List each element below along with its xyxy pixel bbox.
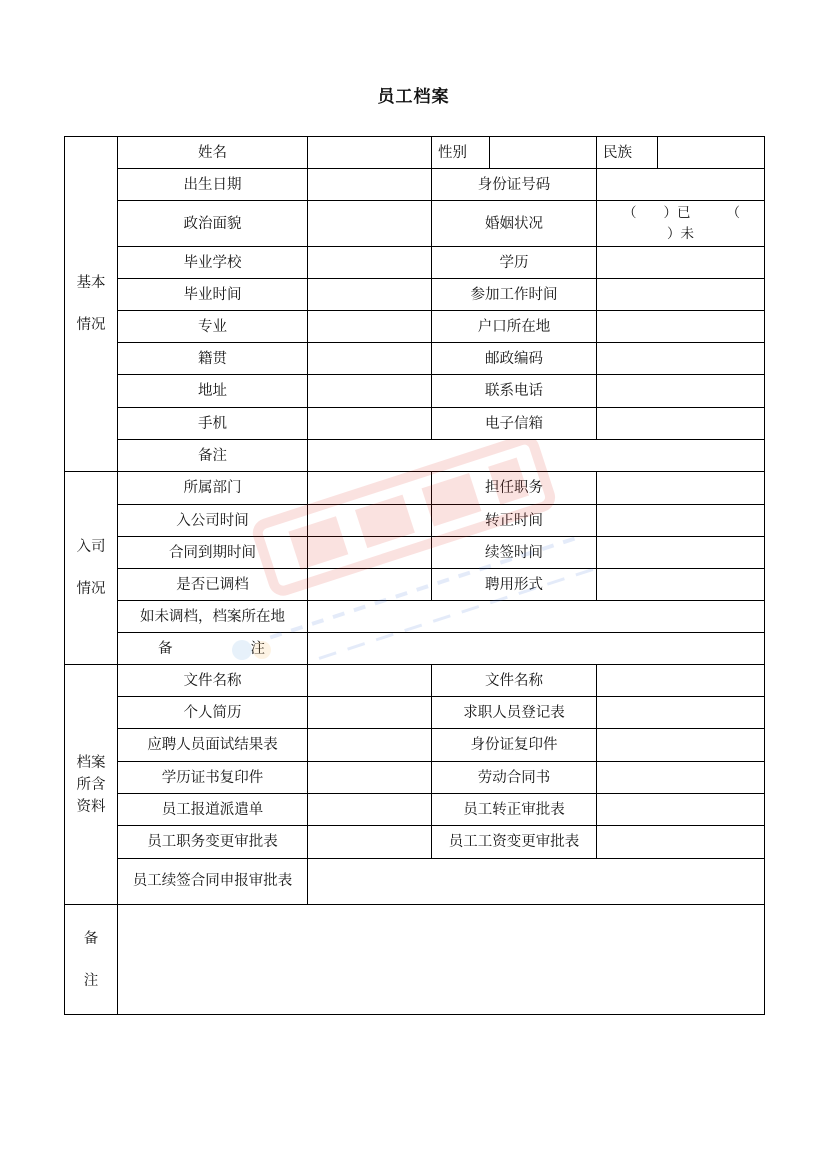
field-doc-right-header [597,665,765,697]
group-label: 资料 [76,798,106,815]
label-email: 电子信箱 [432,408,597,440]
field-remarks[interactable] [118,905,765,1015]
field-birth-date[interactable] [308,169,432,201]
field-doc-left-header [308,665,432,697]
label-address: 地址 [118,375,308,408]
label-hukou: 户口所在地 [432,311,597,343]
field-doc-regularization[interactable] [597,794,765,826]
doc-report-dispatch: 员工报道派遣单 [118,794,308,826]
label-archive-location: 如未调档，档案所在地 [118,601,308,633]
field-hukou[interactable] [597,311,765,343]
label-id-number: 身份证号码 [432,169,597,201]
field-education[interactable] [597,247,765,279]
field-doc-salary-change[interactable] [597,826,765,859]
label-native: 籍贯 [118,343,308,375]
field-contract-end[interactable] [308,537,432,569]
marital-option-unmarried[interactable]: ）未 [667,225,694,242]
field-doc-job-change[interactable] [308,826,432,859]
label-contract-end: 合同到期时间 [118,537,308,569]
marital-option-married[interactable]: （ ）已 [623,204,691,221]
marital-option-bracket: （ [726,204,740,221]
label-regular-time: 转正时间 [432,505,597,537]
field-email[interactable] [597,408,765,440]
group-archive-docs [65,665,118,905]
field-join-time[interactable] [308,505,432,537]
field-school[interactable] [308,247,432,279]
field-gender[interactable] [490,137,597,169]
doc-id-copy: 身份证复印件 [432,729,597,762]
group-remarks [65,905,118,1015]
field-doc-report-dispatch[interactable] [308,794,432,826]
field-work-start[interactable] [597,279,765,311]
field-marital[interactable] [597,201,765,247]
field-doc-diploma-copy[interactable] [308,762,432,794]
field-regular-time[interactable] [597,505,765,537]
field-renew-time[interactable] [597,537,765,569]
label-mobile: 手机 [118,408,308,440]
remark-char: 备 [158,640,173,657]
label-education: 学历 [432,247,597,279]
group-basic-info [65,137,118,472]
label-name: 姓名 [118,137,308,169]
label-postcode: 邮政编码 [432,343,597,375]
label-marital: 婚姻状况 [432,201,597,247]
group-join-info [65,472,118,665]
group-label: 档案 [76,754,106,771]
remark-char: 注 [250,640,265,657]
group-label: 情况 [76,317,106,333]
field-department[interactable] [308,472,432,505]
field-political[interactable] [308,201,432,247]
label-employ-type: 聘用形式 [432,569,597,601]
header-doc-name-right: 文件名称 [432,665,597,697]
label-join-time: 入公司时间 [118,505,308,537]
doc-job-change: 员工职务变更审批表 [118,826,308,859]
field-doc-contract-renew[interactable] [308,859,765,905]
field-join-remark[interactable] [308,633,765,665]
field-major[interactable] [308,311,432,343]
doc-contract-renew: 员工续签合同申报审批表 [118,859,308,905]
page-title: 员工档案 [377,87,450,107]
doc-diploma-copy: 学历证书复印件 [118,762,308,794]
label-ethnicity: 民族 [597,137,658,169]
field-postcode[interactable] [597,343,765,375]
header-doc-name-left: 文件名称 [118,665,308,697]
label-gender: 性别 [432,137,490,169]
remark-char: 备 [83,930,99,947]
field-grad-time[interactable] [308,279,432,311]
group-label: 情况 [76,581,106,597]
field-native[interactable] [308,343,432,375]
field-doc-labor-contract[interactable] [597,762,765,794]
field-id-number[interactable] [597,169,765,201]
group-label: 入司 [76,539,106,555]
employee-archive-form [64,136,765,1015]
field-basic-remark[interactable] [308,440,765,472]
field-phone[interactable] [597,375,765,408]
field-name[interactable] [308,137,432,169]
field-doc-interview-result[interactable] [308,729,432,762]
field-archive-location[interactable] [308,601,765,633]
label-political: 政治面貌 [118,201,308,247]
label-grad-time: 毕业时间 [118,279,308,311]
doc-labor-contract: 劳动合同书 [432,762,597,794]
label-school: 毕业学校 [118,247,308,279]
field-mobile[interactable] [308,408,432,440]
field-doc-applicant-register[interactable] [597,697,765,729]
doc-applicant-register: 求职人员登记表 [432,697,597,729]
label-transferred: 是否已调档 [118,569,308,601]
remark-char: 注 [83,972,99,989]
group-label: 所含 [76,776,106,793]
group-label: 基本 [76,275,106,291]
label-birth-date: 出生日期 [118,169,308,201]
label-basic-remark: 备注 [118,440,308,472]
doc-regularization: 员工转正审批表 [432,794,597,826]
label-work-start: 参加工作时间 [432,279,597,311]
field-doc-resume[interactable] [308,697,432,729]
label-join-remark [118,633,308,665]
label-position: 担任职务 [432,472,597,505]
field-transferred[interactable] [308,569,432,601]
label-major: 专业 [118,311,308,343]
doc-salary-change: 员工工资变更审批表 [432,826,597,859]
label-renew-time: 续签时间 [432,537,597,569]
doc-resume: 个人简历 [118,697,308,729]
label-phone: 联系电话 [432,375,597,408]
field-position[interactable] [597,472,765,505]
label-department: 所属部门 [118,472,308,505]
doc-interview-result: 应聘人员面试结果表 [118,729,308,762]
field-doc-id-copy[interactable] [597,729,765,762]
field-address[interactable] [308,375,432,408]
field-employ-type[interactable] [597,569,765,601]
field-ethnicity[interactable] [658,137,765,169]
